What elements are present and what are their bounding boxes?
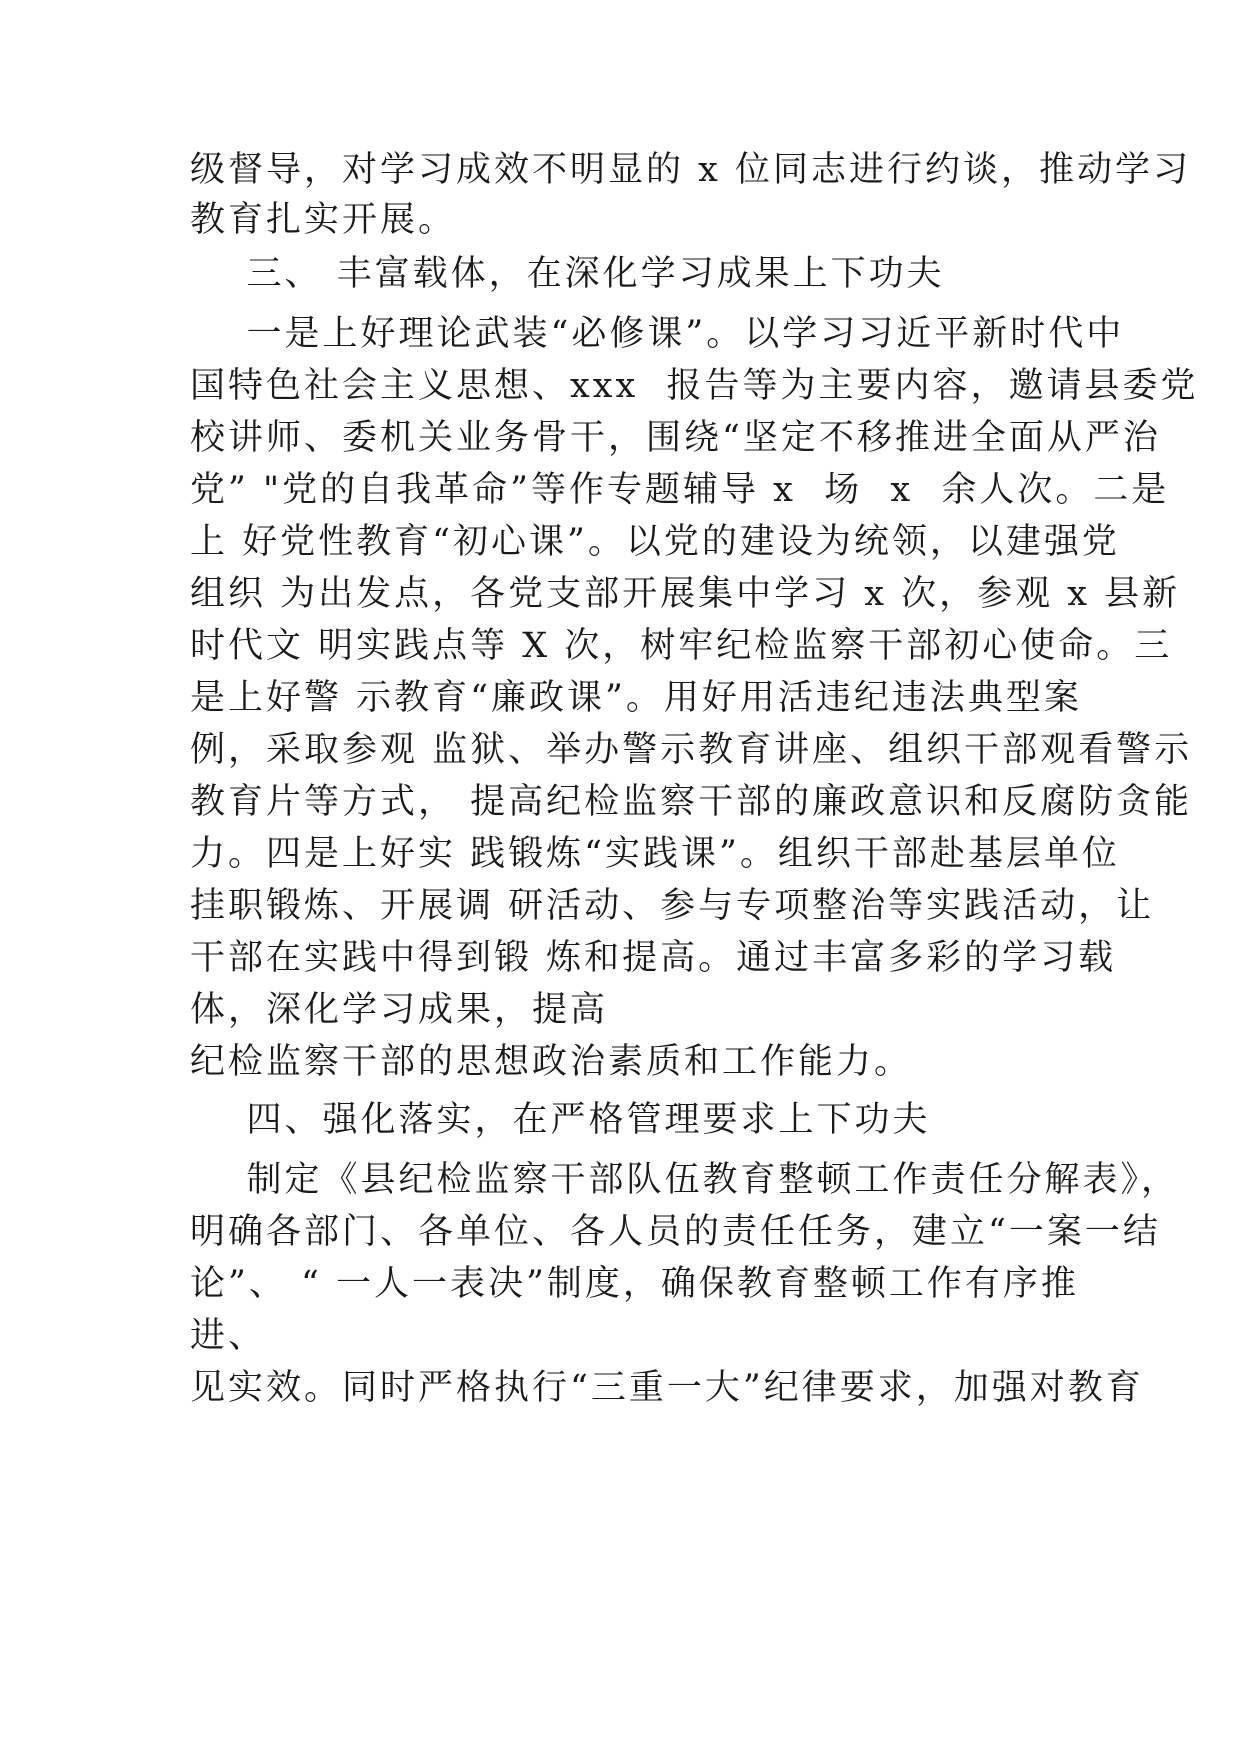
text-line: 纪检监察干部的思想政治素质和工作能力。	[190, 1042, 913, 1082]
text-line: 论”、 “ 一人一表决”制度，确保教育整顿工作有序推	[190, 1264, 1079, 1304]
text-line: 是上好警 示教育“廉政课”。用好用活违纪违法典型案	[190, 678, 1082, 718]
text-line: 例，采取参观 监狱、举办警示教育讲座、组织干部观看警示	[190, 730, 1193, 770]
text-line: 明确各部门、各单位、各人员的责任任务，建立“一案一结	[190, 1212, 1161, 1252]
text-line: 一是上好理论武装“必修课”。以学习习近平新时代中	[190, 314, 1125, 354]
text-line: 教育扎实开展。	[190, 200, 457, 240]
text-line: 体，深化学习成果，提高	[190, 990, 609, 1030]
text-line: 上 好党性教育“初心课”。以党的建设为统领，以建强党	[190, 522, 1120, 562]
section-heading: 四、强化落实，在严格管理要求上下功夫	[190, 1100, 931, 1140]
text-line: 时代文 明实践点等 X 次，树牢纪检监察干部初心使命。三	[190, 626, 1173, 666]
text-line: 进、	[190, 1316, 267, 1356]
text-line: 校讲师、委机关业务骨干，围绕“坚定不移推进全面从严治	[190, 418, 1161, 458]
text-line: 力。四是上好实 践锻炼“实践课”。组织干部赴基层单位	[190, 834, 1120, 874]
section-heading: 三、 丰富载体，在深化学习成果上下功夫	[190, 254, 945, 294]
text-line: 见实效。同时严格执行“三重一大”纪律要求，加强对教育	[190, 1368, 1144, 1408]
text-line: 级督导，对学习成效不明显的 x 位同志进行约谈，推动学习	[190, 150, 1191, 190]
text-line: 教育片等方式， 提高纪检监察干部的廉政意识和反腐防贪能	[190, 782, 1193, 822]
text-line: 干部在实践中得到锻 炼和提高。通过丰富多彩的学习载	[190, 938, 1117, 978]
text-line: 组织 为出发点，各党支部开展集中学习 x 次，参观 x 县新	[190, 574, 1181, 614]
text-line: 制定《县纪检监察干部队伍教育整顿工作责任分解表》，	[190, 1160, 1180, 1200]
text-line: 国特色社会主义思想、xxx 报告等为主要内容，邀请县委党	[190, 366, 1199, 406]
text-line: 挂职锻炼、开展调 研活动、参与专项整治等实践活动，让	[190, 886, 1155, 926]
text-line: 党” "党的自我革命”等作专题辅导 x 场 x 余人次。二是	[190, 470, 1170, 510]
